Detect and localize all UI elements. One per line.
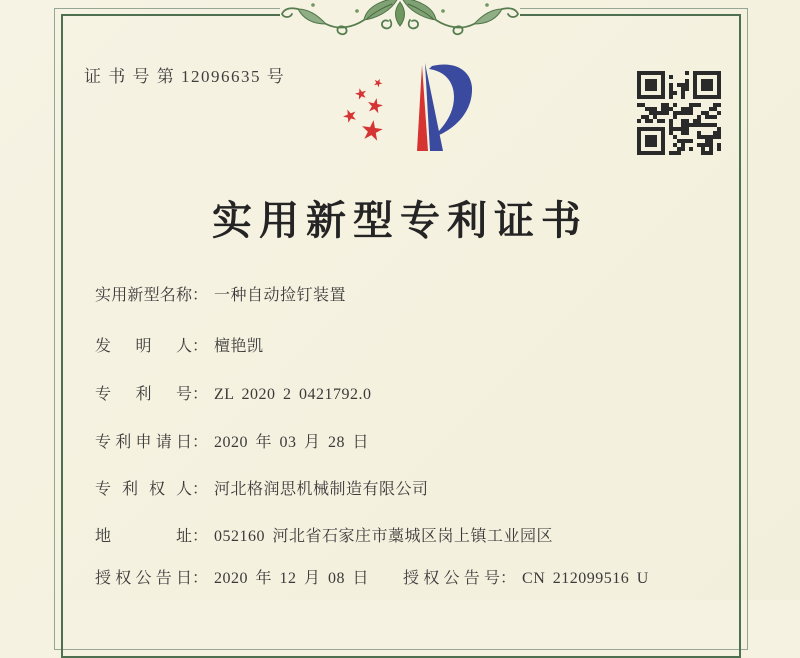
- cnipa-logo-icon: [332, 57, 472, 159]
- colon-separator: ：: [192, 481, 209, 498]
- field-row-inventor: [95, 335, 264, 359]
- field-value: 2020 年 03 月 28 日: [214, 434, 370, 451]
- field-label: 发明人: [95, 338, 192, 355]
- field-row-patent-number: [95, 383, 371, 407]
- field-label: 实用新型名称: [95, 287, 192, 304]
- qr-finder-icon: [637, 127, 665, 155]
- field-value: 052160 河北省石家庄市藁城区岗上镇工业园区: [214, 528, 554, 545]
- field-row-address: [95, 525, 553, 549]
- certificate-title: 实用新型专利证书: [212, 198, 588, 243]
- colon-separator: ：: [192, 528, 209, 545]
- qr-finder-icon: [693, 71, 721, 99]
- colon-separator: ：: [192, 570, 209, 587]
- colon-separator: ：: [192, 338, 209, 355]
- certificate-number: 证 书 号 第 12096635 号: [84, 67, 286, 86]
- field-value: CN 212099516 U: [522, 570, 649, 587]
- qr-finder-icon: [637, 71, 665, 99]
- colon-separator: ：: [192, 386, 209, 403]
- field-label: 专利申请日: [95, 434, 192, 451]
- field-row-grant-number: [403, 567, 649, 591]
- field-row-utility-model-name: [95, 284, 346, 308]
- colon-separator: ：: [192, 287, 209, 304]
- field-label: 地址: [95, 528, 192, 545]
- field-value: 一种自动捡钉装置: [214, 287, 347, 304]
- field-value: 河北格润思机械制造有限公司: [214, 481, 429, 498]
- floral-ornament-icon: [280, 0, 520, 42]
- qr-code: [637, 71, 721, 155]
- field-row-grant-date: [95, 567, 649, 591]
- colon-separator: ：: [500, 570, 517, 587]
- field-value: 檀艳凯: [214, 338, 264, 355]
- field-label: 授权公告号: [403, 570, 500, 587]
- field-row-patentee: [95, 478, 429, 502]
- colon-separator: ：: [192, 434, 209, 451]
- field-label: 授权公告日: [95, 570, 192, 587]
- grant-date-group: [95, 570, 369, 587]
- field-value: 2020 年 12 月 08 日: [214, 570, 370, 587]
- field-row-filing-date: [95, 431, 369, 455]
- field-label: 专利权人: [95, 481, 192, 498]
- field-label: 专利号: [95, 386, 192, 403]
- field-value: ZL 2020 2 0421792.0: [214, 386, 372, 403]
